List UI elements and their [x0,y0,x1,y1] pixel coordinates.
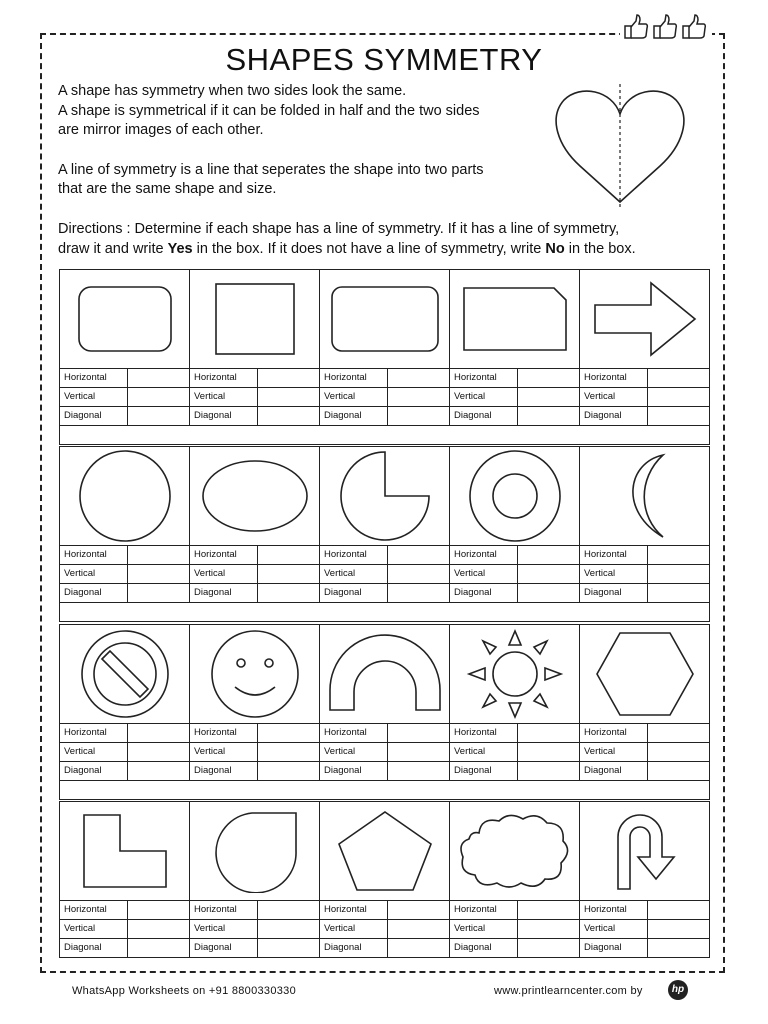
diagonal-label: Diagonal [580,407,648,425]
answer-row-diagonal [450,584,579,602]
row-separator [59,426,710,445]
answer-row-horizontal [320,369,449,388]
answer-column [320,369,450,425]
diagonal-label: Diagonal [60,407,128,425]
smiley-face-icon [208,627,302,721]
horizontal-answer-box[interactable] [258,546,319,564]
answer-row-vertical [60,565,189,584]
shape-cell [450,625,580,723]
diagonal-answer-box[interactable] [258,762,319,780]
vertical-label: Vertical [580,565,648,583]
answer-row-diagonal [580,939,709,957]
answer-row-horizontal [190,724,319,743]
vertical-answer-box[interactable] [128,388,189,406]
diagonal-label: Diagonal [450,939,518,957]
vertical-label: Vertical [60,743,128,761]
diagonal-answer-box[interactable] [128,762,189,780]
diagonal-answer-box[interactable] [518,939,579,957]
vertical-answer-box[interactable] [388,565,449,583]
diagonal-answer-box[interactable] [128,939,189,957]
shape-row-block [59,624,710,800]
answer-column [580,546,709,602]
horizontal-label: Horizontal [320,724,388,742]
square-icon [213,281,297,357]
answer-row-horizontal [580,724,709,743]
answer-column [580,724,709,780]
answer-row-horizontal [190,901,319,920]
vertical-label: Vertical [320,388,388,406]
answer-grid [59,901,710,958]
shape-cell [320,270,450,368]
answer-row-horizontal [580,369,709,388]
footer-website: www.printlearncenter.com by [494,985,643,997]
vertical-label: Vertical [450,743,518,761]
horizontal-label: Horizontal [60,546,128,564]
vertical-label: Vertical [190,920,258,938]
directions-text [58,220,718,259]
shape-cell [320,447,450,545]
vertical-answer-box[interactable] [648,920,709,938]
diagonal-answer-box[interactable] [648,407,709,425]
vertical-answer-box[interactable] [388,743,449,761]
shape-cell [580,270,709,368]
hp-logo-icon: hp [668,980,688,1000]
answer-column [60,369,190,425]
horizontal-answer-box[interactable] [388,546,449,564]
answer-row-diagonal [60,584,189,602]
shape-cell [190,447,320,545]
l-shape-icon [80,811,170,891]
vertical-label: Vertical [450,565,518,583]
vertical-label: Vertical [580,388,648,406]
shape-cell [450,270,580,368]
oval-icon [200,458,310,534]
answer-row-vertical [450,565,579,584]
answer-column [190,369,320,425]
horizontal-label: Horizontal [450,369,518,387]
shape-row [59,446,710,546]
horizontal-label: Horizontal [320,901,388,919]
horizontal-answer-box[interactable] [128,546,189,564]
horizontal-answer-box[interactable] [648,724,709,742]
horizontal-label: Horizontal [320,369,388,387]
answer-column [320,901,450,957]
diagonal-answer-box[interactable] [648,762,709,780]
arch-icon [326,634,444,714]
answer-row-vertical [320,388,449,407]
intro-line: A shape is symmetrical if it can be folded in half and the two sides [58,102,480,119]
pie-cutout-icon [337,448,433,544]
vertical-answer-box[interactable] [258,920,319,938]
vertical-answer-box[interactable] [388,388,449,406]
shape-row-block [59,446,710,622]
diagonal-answer-box[interactable] [388,584,449,602]
vertical-label: Vertical [190,388,258,406]
heart-example-icon [550,84,690,208]
vertical-answer-box[interactable] [258,743,319,761]
answer-row-horizontal [60,901,189,920]
answer-row-horizontal [60,369,189,388]
answer-row-diagonal [190,762,319,780]
answer-row-horizontal [190,546,319,565]
diagonal-answer-box[interactable] [518,762,579,780]
horizontal-answer-box[interactable] [388,724,449,742]
shape-cell [190,625,320,723]
vertical-label: Vertical [60,388,128,406]
answer-row-diagonal [190,584,319,602]
cloud-icon [457,811,573,891]
answer-grid [59,369,710,426]
diagonal-label: Diagonal [320,584,388,602]
vertical-label: Vertical [190,565,258,583]
diagonal-answer-box[interactable] [388,939,449,957]
answer-row-diagonal [60,762,189,780]
horizontal-label: Horizontal [580,369,648,387]
vertical-label: Vertical [320,920,388,938]
answer-row-horizontal [320,901,449,920]
wide-rounded-rectangle-icon [328,283,442,355]
ring-icon [466,447,564,545]
answer-row-horizontal [60,724,189,743]
shape-cell [580,802,709,900]
horizontal-answer-box[interactable] [258,901,319,919]
answer-column [450,369,580,425]
diagonal-answer-box[interactable] [388,407,449,425]
horizontal-answer-box[interactable] [388,369,449,387]
horizontal-answer-box[interactable] [518,724,579,742]
vertical-label: Vertical [320,743,388,761]
diagonal-label: Diagonal [190,407,258,425]
shape-cell [450,447,580,545]
answer-row-horizontal [320,546,449,565]
horizontal-label: Horizontal [190,901,258,919]
vertical-answer-box[interactable] [648,388,709,406]
horizontal-label: Horizontal [60,724,128,742]
shape-row-block [59,269,710,445]
vertical-label: Vertical [60,920,128,938]
diagonal-label: Diagonal [580,584,648,602]
horizontal-answer-box[interactable] [518,546,579,564]
answer-row-vertical [450,920,579,939]
horizontal-answer-box[interactable] [518,901,579,919]
answer-row-diagonal [320,762,449,780]
shape-cell [60,625,190,723]
horizontal-label: Horizontal [580,724,648,742]
answer-row-vertical [580,388,709,407]
diagonal-label: Diagonal [580,939,648,957]
answer-row-diagonal [320,939,449,957]
vertical-answer-box[interactable] [518,743,579,761]
horizontal-answer-box[interactable] [518,369,579,387]
answer-column [580,901,709,957]
answer-row-horizontal [60,546,189,565]
horizontal-label: Horizontal [60,369,128,387]
answer-row-vertical [450,388,579,407]
horizontal-answer-box[interactable] [648,369,709,387]
horizontal-answer-box[interactable] [648,901,709,919]
answer-row-vertical [190,388,319,407]
horizontal-label: Horizontal [190,369,258,387]
vertical-answer-box[interactable] [518,388,579,406]
diagonal-label: Diagonal [320,762,388,780]
horizontal-label: Horizontal [450,901,518,919]
horizontal-answer-box[interactable] [648,546,709,564]
answer-row-horizontal [450,901,579,920]
diagonal-answer-box[interactable] [258,584,319,602]
horizontal-answer-box[interactable] [258,724,319,742]
intro-text [58,82,528,200]
answer-row-horizontal [190,369,319,388]
horizontal-label: Horizontal [320,546,388,564]
sun-icon [465,627,565,721]
answer-row-vertical [450,743,579,762]
horizontal-answer-box[interactable] [128,369,189,387]
thumbs-up-rating [620,12,712,44]
diagonal-answer-box[interactable] [128,584,189,602]
vertical-label: Vertical [450,920,518,938]
vertical-answer-box[interactable] [128,743,189,761]
horizontal-answer-box[interactable] [128,724,189,742]
pentagon-icon [335,808,435,894]
horizontal-label: Horizontal [190,724,258,742]
no-sign-icon [78,627,172,721]
intro-line: A shape has symmetry when two sides look the same. [58,83,407,99]
answer-column [450,546,580,602]
row-separator [59,603,710,622]
diagonal-answer-box[interactable] [128,407,189,425]
diagonal-answer-box[interactable] [648,939,709,957]
shape-cell [60,802,190,900]
horizontal-label: Horizontal [580,901,648,919]
vertical-answer-box[interactable] [258,565,319,583]
answer-row-diagonal [450,407,579,425]
diagonal-label: Diagonal [60,939,128,957]
answer-column [320,724,450,780]
vertical-label: Vertical [450,388,518,406]
footer-whatsapp: WhatsApp Worksheets on +91 8800330330 [72,985,297,997]
diagonal-label: Diagonal [190,584,258,602]
diagonal-label: Diagonal [320,939,388,957]
horizontal-answer-box[interactable] [388,901,449,919]
answer-row-vertical [190,565,319,584]
rounded-rectangle-icon [75,283,175,355]
answer-row-vertical [60,743,189,762]
answer-column [60,724,190,780]
diagonal-label: Diagonal [580,762,648,780]
horizontal-answer-box[interactable] [128,901,189,919]
answer-row-vertical [190,743,319,762]
vertical-answer-box[interactable] [648,565,709,583]
answer-column [190,724,320,780]
shape-row [59,801,710,901]
horizontal-label: Horizontal [190,546,258,564]
shape-cell [450,802,580,900]
shape-cell [320,802,450,900]
answer-row-diagonal [450,939,579,957]
diagonal-answer-box[interactable] [518,584,579,602]
answer-row-horizontal [450,724,579,743]
diagonal-answer-box[interactable] [388,762,449,780]
intro-line: that are the same shape and size. [58,181,277,197]
answer-column [60,901,190,957]
vertical-label: Vertical [60,565,128,583]
answer-row-vertical [60,388,189,407]
answer-column [580,369,709,425]
diagonal-label: Diagonal [450,407,518,425]
answer-row-diagonal [60,407,189,425]
diagonal-label: Diagonal [190,939,258,957]
shape-cell [580,625,709,723]
answer-grid [59,546,710,603]
vertical-answer-box[interactable] [128,920,189,938]
vertical-answer-box[interactable] [518,920,579,938]
answer-row-horizontal [580,546,709,565]
answer-row-diagonal [580,762,709,780]
shape-cell [580,447,709,545]
answer-row-diagonal [320,407,449,425]
answer-row-vertical [580,743,709,762]
shape-cell [320,625,450,723]
diagonal-label: Diagonal [450,584,518,602]
answer-column [60,546,190,602]
diagonal-label: Diagonal [60,584,128,602]
answer-row-diagonal [60,939,189,957]
answer-column [190,546,320,602]
vertical-answer-box[interactable] [258,388,319,406]
answer-row-horizontal [450,369,579,388]
answer-row-horizontal [580,901,709,920]
shape-cell [190,802,320,900]
answer-grid [59,724,710,781]
vertical-answer-box[interactable] [128,565,189,583]
shape-row [59,269,710,369]
answer-row-diagonal [320,584,449,602]
diagonal-label: Diagonal [450,762,518,780]
page-title: SHAPES SYMMETRY [225,42,543,77]
arrow-right-icon [591,279,699,359]
answer-row-vertical [320,920,449,939]
horizontal-label: Horizontal [580,546,648,564]
answer-row-diagonal [190,407,319,425]
answer-row-vertical [320,743,449,762]
diagonal-answer-box[interactable] [648,584,709,602]
crescent-moon-icon [615,451,675,541]
teardrop-icon [210,809,300,893]
answer-column [320,546,450,602]
horizontal-label: Horizontal [60,901,128,919]
diagonal-label: Diagonal [190,762,258,780]
answer-column [450,901,580,957]
answer-row-diagonal [450,762,579,780]
shape-row [59,624,710,724]
vertical-label: Vertical [320,565,388,583]
answer-row-vertical [320,565,449,584]
shape-cell [190,270,320,368]
answer-column [190,901,320,957]
hexagon-icon [593,629,697,719]
answer-column [450,724,580,780]
cut-corner-rectangle-icon [460,284,570,354]
answer-row-vertical [190,920,319,939]
thumbs-up-icon [654,15,676,38]
row-separator [59,781,710,800]
answer-row-horizontal [450,546,579,565]
answer-row-diagonal [580,407,709,425]
vertical-label: Vertical [580,920,648,938]
shape-cell [60,447,190,545]
circle-icon [77,448,173,544]
diagonal-answer-box[interactable] [258,939,319,957]
horizontal-label: Horizontal [450,724,518,742]
answer-row-diagonal [580,584,709,602]
intro-line: A line of symmetry is a line that seperates the shape into two parts [58,161,484,178]
vertical-label: Vertical [190,743,258,761]
directions-line: Directions : Determine if each shape has a line of symmetry. If it has a line of symmetry, [58,221,620,237]
vertical-answer-box[interactable] [648,743,709,761]
answer-row-vertical [60,920,189,939]
diagonal-label: Diagonal [60,762,128,780]
diagonal-answer-box[interactable] [518,407,579,425]
u-turn-arrow-icon [610,809,680,893]
intro-line: are mirror images of each other. [58,122,264,138]
answer-row-vertical [580,565,709,584]
answer-row-horizontal [320,724,449,743]
thumbs-up-icon [683,15,705,38]
thumbs-up-icon [625,15,647,38]
vertical-answer-box[interactable] [388,920,449,938]
answer-row-diagonal [190,939,319,957]
shape-row-block [59,801,710,958]
answer-row-vertical [580,920,709,939]
vertical-answer-box[interactable] [518,565,579,583]
directions-line: draw it and write Yes in the box. If it does not have a line of symmetry, write No in the box. [58,240,636,257]
horizontal-answer-box[interactable] [258,369,319,387]
diagonal-answer-box[interactable] [258,407,319,425]
vertical-label: Vertical [580,743,648,761]
shape-cell [60,270,190,368]
horizontal-label: Horizontal [450,546,518,564]
diagonal-label: Diagonal [320,407,388,425]
